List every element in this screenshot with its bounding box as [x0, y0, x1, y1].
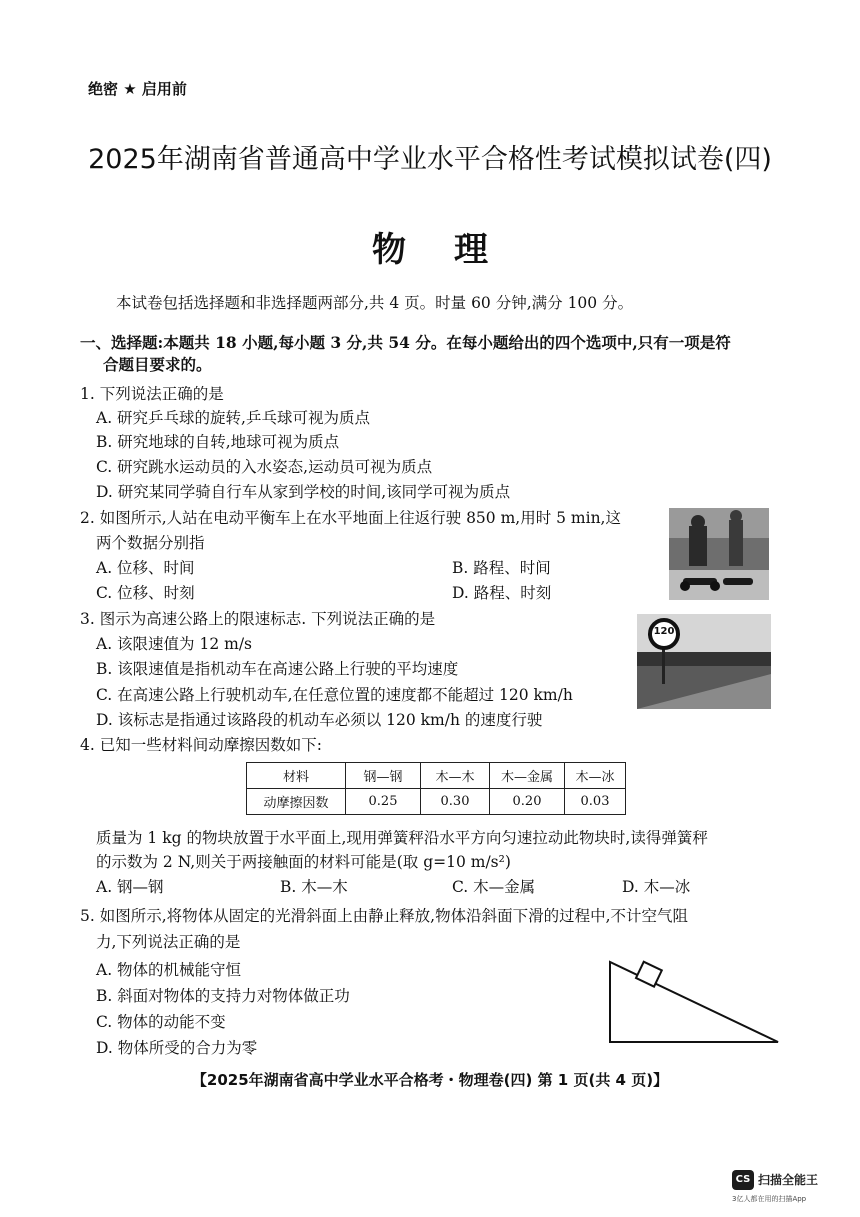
q3-option-d: D. 该标志是指通过该路段的机动车必须以 120 km/h 的速度行驶 — [96, 711, 543, 729]
q3-option-b: B. 该限速值是指机动车在高速公路上行驶的平均速度 — [96, 660, 459, 678]
scanner-app-name: 扫描全能王 — [758, 1173, 819, 1187]
scanner-logo-icon: CS — [732, 1170, 754, 1190]
subject-title: 物理 — [372, 230, 536, 270]
q2-stem-continued: 两个数据分别指 — [96, 534, 205, 552]
q3-option-c: C. 在高速公路上行驶机动车,在任意位置的速度都不能超过 120 km/h — [96, 686, 573, 704]
q5-option-a: A. 物体的机械能守恒 — [96, 961, 242, 979]
q5-option-c: C. 物体的动能不变 — [96, 1013, 226, 1031]
page-footer: 【2025年湖南省高中学业水平合格考・物理卷(四) 第 1 页(共 4 页)】 — [191, 1071, 669, 1089]
q2-option-a: A. 位移、时间 — [96, 559, 195, 577]
table-cell: 0.25 — [346, 789, 421, 815]
confidential-label: 绝密 ★ 启用前 — [88, 80, 187, 98]
exam-intro: 本试卷包括选择题和非选择题两部分,共 4 页。时量 60 分钟,满分 100 分。 — [116, 294, 634, 312]
q1-option-d: D. 研究某同学骑自行车从家到学校的时间,该同学可视为质点 — [96, 483, 511, 501]
table-cell: 木—冰 — [565, 763, 626, 789]
section-heading: 一、选择题:本题共 18 小题,每小题 3 分,共 54 分。在每小题给出的四个选项中,只有一项是符 — [80, 333, 731, 352]
q3-stem: 3. 图示为高速公路上的限速标志. 下列说法正确的是 — [80, 610, 436, 628]
q4-stem: 4. 已知一些材料间动摩擦因数如下: — [80, 736, 322, 754]
q2-option-b: B. 路程、时间 — [452, 559, 551, 577]
q1-stem: 1. 下列说法正确的是 — [80, 385, 224, 403]
table-cell: 动摩擦因数 — [247, 789, 346, 815]
speed-limit-sign-photo — [637, 614, 771, 709]
table-cell: 材料 — [247, 763, 346, 789]
q4-paragraph: 质量为 1 kg 的物块放置于水平面上,现用弹簧秤沿水平方向匀速拉动此物块时,读得弹簧秤 — [96, 829, 708, 847]
table-header-row — [247, 763, 626, 789]
q4-option-c: C. 木—金属 — [452, 878, 536, 896]
incline-diagram — [604, 952, 784, 1047]
q2-stem: 2. 如图所示,人站在电动平衡车上在水平地面上往返行驶 850 m,用时 5 min,这 — [80, 509, 621, 527]
friction-table — [246, 762, 626, 815]
q2-option-d: D. 路程、时刻 — [452, 584, 552, 602]
scanner-tagline: 3亿人都在用的扫描App — [732, 1195, 807, 1203]
table-cell: 0.20 — [490, 789, 565, 815]
table-cell: 0.03 — [565, 789, 626, 815]
q4-option-b: B. 木—木 — [280, 878, 348, 896]
q5-option-b: B. 斜面对物体的支持力对物体做正功 — [96, 987, 350, 1005]
balance-scooter-photo — [669, 508, 769, 600]
block-on-incline — [636, 962, 662, 987]
section-heading-continued: 合题目要求的。 — [103, 355, 212, 374]
q3-option-a: A. 该限速值为 12 m/s — [96, 635, 252, 653]
q1-option-b: B. 研究地球的自转,地球可视为质点 — [96, 433, 340, 451]
speed-limit-value: 120 — [653, 626, 675, 637]
table-cell: 0.30 — [421, 789, 490, 815]
q4-option-d: D. 木—冰 — [622, 878, 691, 896]
table-row — [247, 789, 626, 815]
table-cell: 木—木 — [421, 763, 490, 789]
table-cell: 木—金属 — [490, 763, 565, 789]
q4-paragraph-continued: 的示数为 2 N,则关于两接触面的材料可能是(取 g=10 m/s²) — [96, 853, 511, 871]
q1-option-a: A. 研究乒乓球的旋转,乒乓球可视为质点 — [96, 409, 370, 427]
q4-option-a: A. 钢—钢 — [96, 878, 164, 896]
incline-triangle — [610, 962, 778, 1042]
table-cell: 钢—钢 — [346, 763, 421, 789]
q5-stem: 5. 如图所示,将物体从固定的光滑斜面上由静止释放,物体沿斜面下滑的过程中,不计空气阻 — [80, 907, 688, 925]
q5-option-d: D. 物体所受的合力为零 — [96, 1039, 258, 1057]
q5-stem-continued: 力,下列说法正确的是 — [96, 933, 241, 951]
exam-title: 2025年湖南省普通高中学业水平合格性考试模拟试卷(四) — [88, 144, 772, 175]
q2-option-c: C. 位移、时刻 — [96, 584, 195, 602]
q1-option-c: C. 研究跳水运动员的入水姿态,运动员可视为质点 — [96, 458, 433, 476]
